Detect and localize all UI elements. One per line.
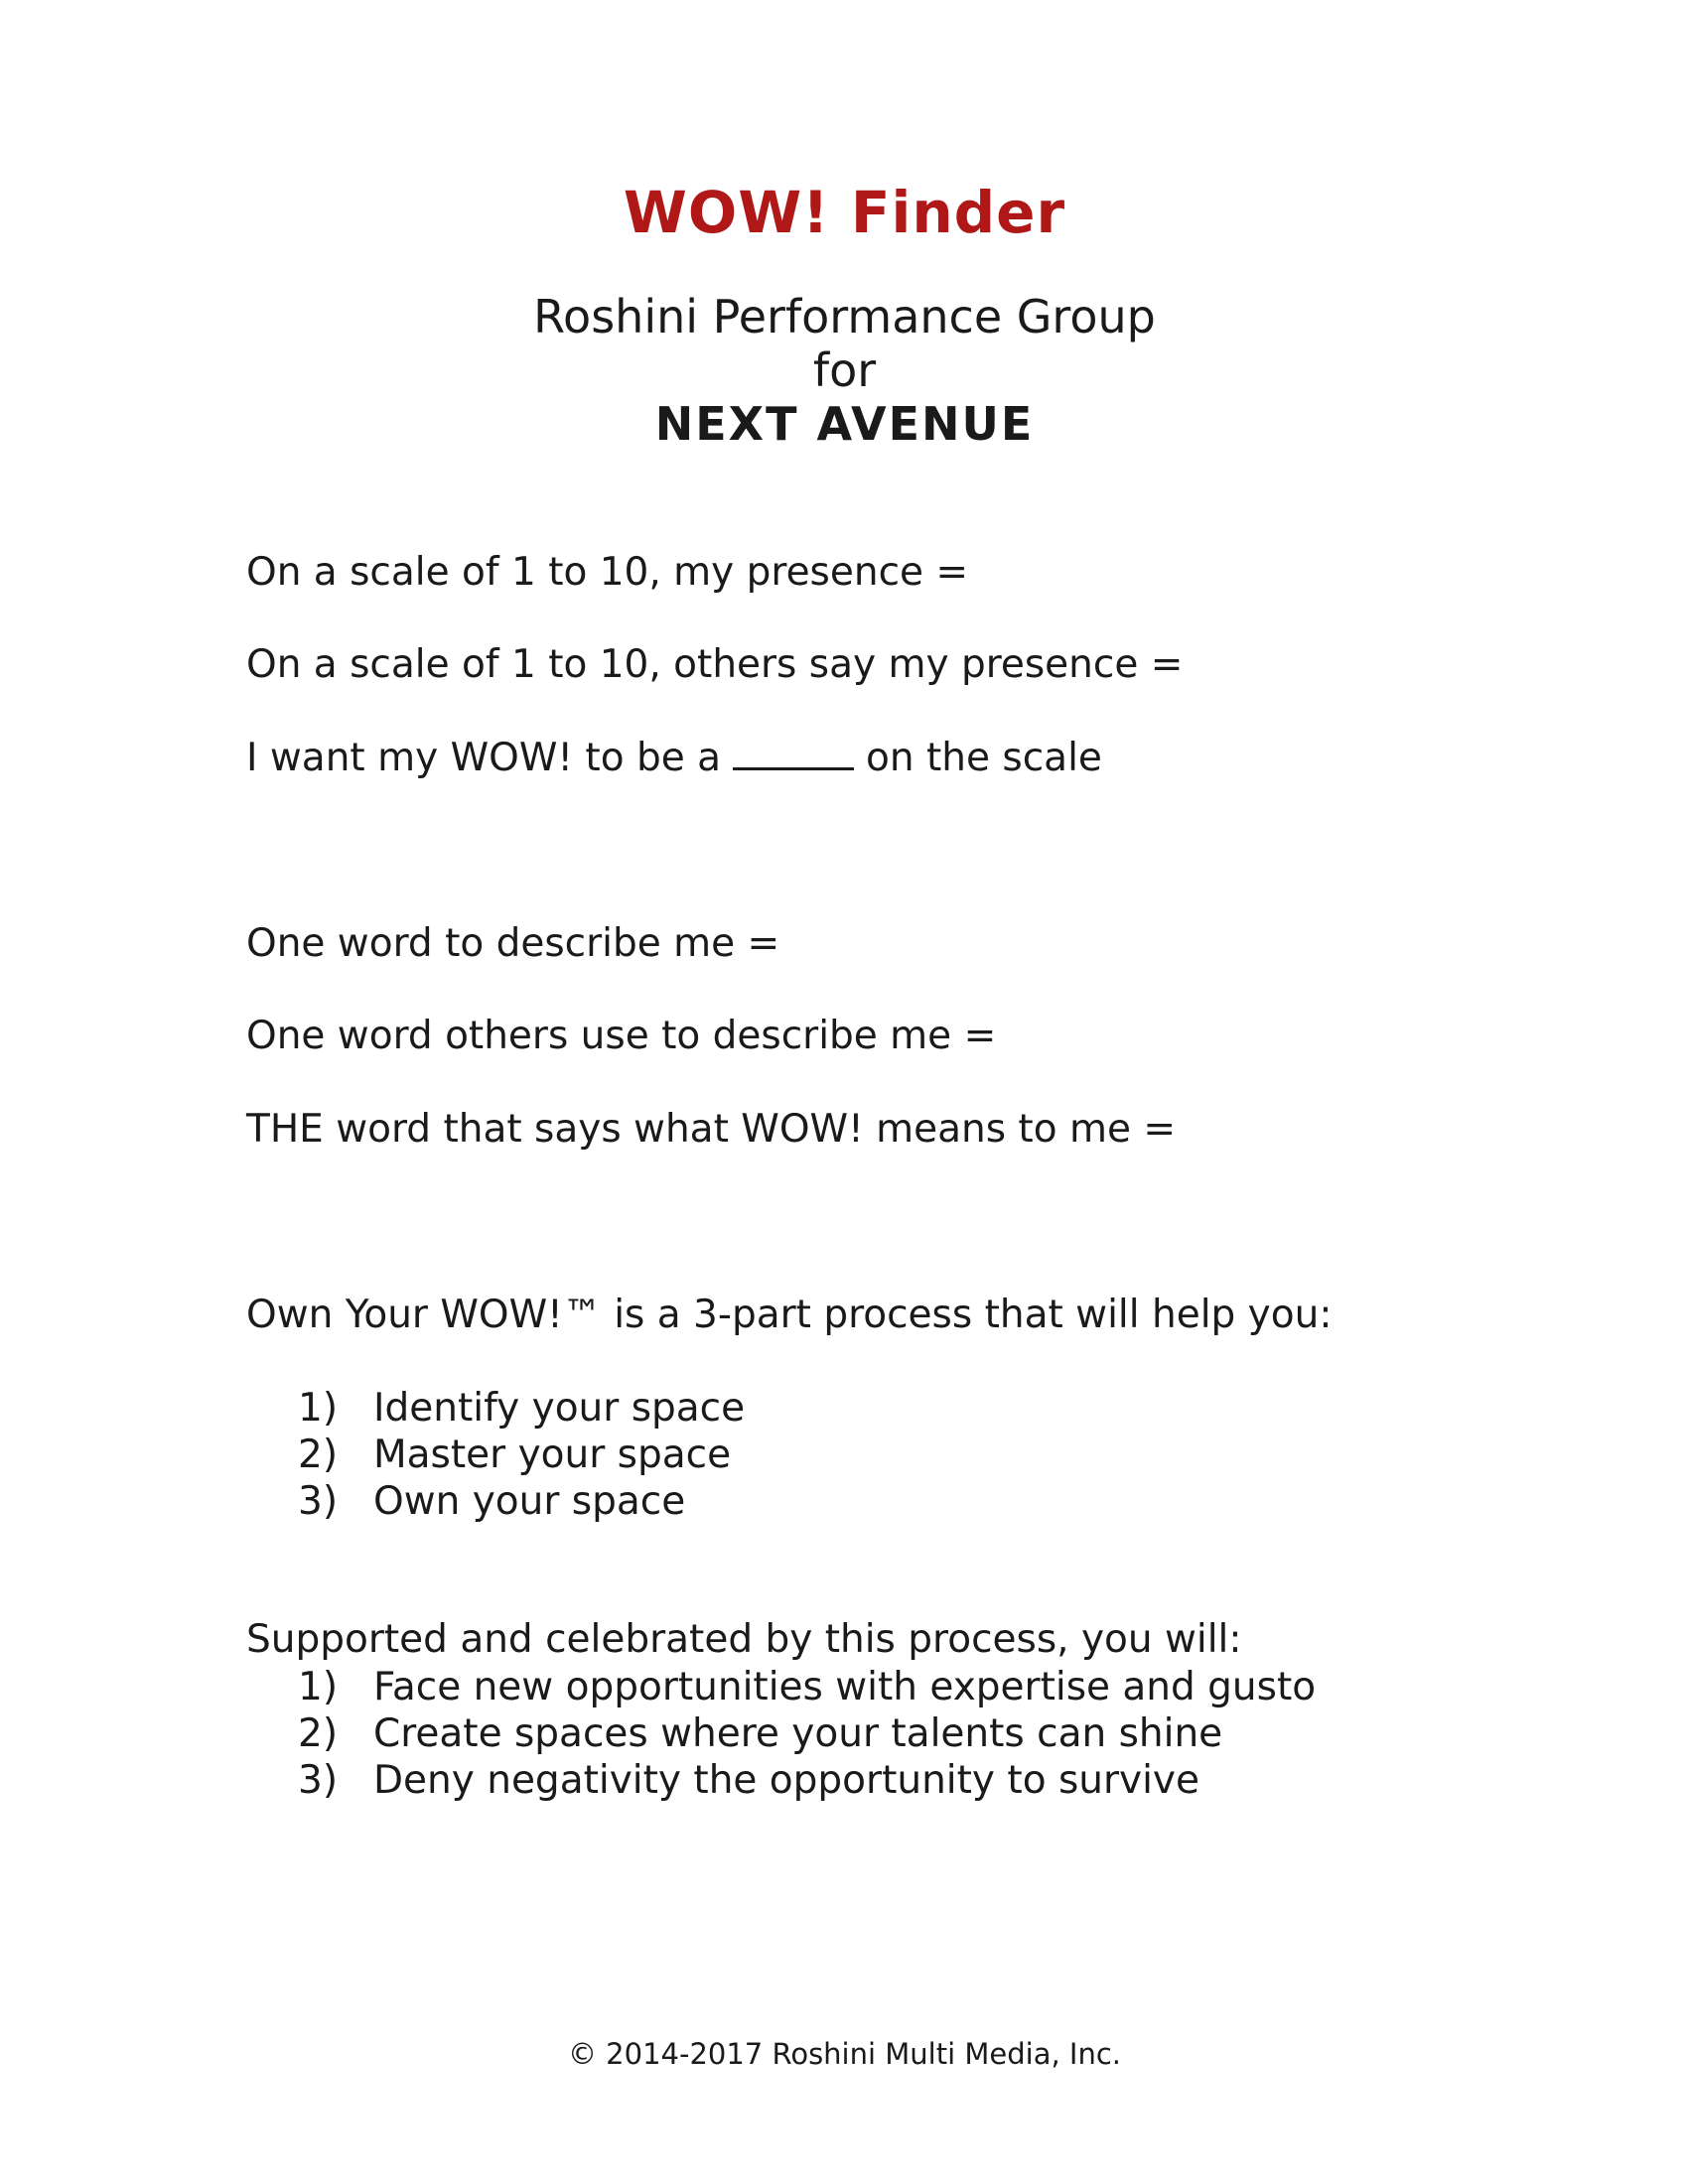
client-name: NEXT AVENUE xyxy=(654,397,1035,451)
list-item xyxy=(298,1385,745,1432)
process-list xyxy=(298,1385,745,1525)
scale-target-suffix: on the scale xyxy=(866,736,1102,780)
list-item xyxy=(298,1478,745,1525)
scale-question-self: On a scale of 1 to 10, my presence = xyxy=(246,550,969,595)
outcomes-intro: Supported and celebrated by this process, you will: xyxy=(246,1617,1242,1662)
list-text: Create spaces where your talents can shine xyxy=(373,1711,1223,1756)
scale-target-prefix: I want my WOW! to be a xyxy=(246,736,722,780)
list-number: 1) xyxy=(298,1386,339,1431)
list-item xyxy=(298,1710,1316,1757)
process-intro: Own Your WOW!™ is a 3-part process that will help you: xyxy=(246,1293,1333,1337)
word-question-others: One word others use to describe me = xyxy=(246,1014,997,1058)
scale-question-target xyxy=(246,736,1102,781)
list-text: Deny negativity the opportunity to survive xyxy=(373,1758,1200,1803)
copyright-footer: © 2014-2017 Roshini Multi Media, Inc. xyxy=(567,2037,1122,2071)
list-item xyxy=(298,1757,1316,1804)
scale-question-others: On a scale of 1 to 10, others say my presence = xyxy=(246,642,1184,687)
list-number: 2) xyxy=(298,1711,339,1756)
subtitle-block xyxy=(0,290,1689,451)
outcomes-list xyxy=(298,1664,1316,1804)
list-text: Master your space xyxy=(373,1433,732,1477)
blank-line xyxy=(733,738,854,770)
list-number: 3) xyxy=(298,1479,339,1524)
list-text: Identify your space xyxy=(373,1386,746,1431)
list-text: Face new opportunities with expertise and gusto xyxy=(373,1665,1317,1709)
subtitle-for: for xyxy=(812,343,877,397)
list-item xyxy=(298,1432,745,1478)
list-item xyxy=(298,1664,1316,1710)
word-question-self: One word to describe me = xyxy=(246,921,780,966)
document-title: WOW! Finder xyxy=(623,179,1066,246)
list-number: 1) xyxy=(298,1665,339,1709)
list-number: 2) xyxy=(298,1433,339,1477)
word-question-wow: THE word that says what WOW! means to me = xyxy=(246,1107,1177,1152)
list-number: 3) xyxy=(298,1758,339,1803)
organization-name: Roshini Performance Group xyxy=(533,290,1156,343)
list-text: Own your space xyxy=(373,1479,686,1524)
